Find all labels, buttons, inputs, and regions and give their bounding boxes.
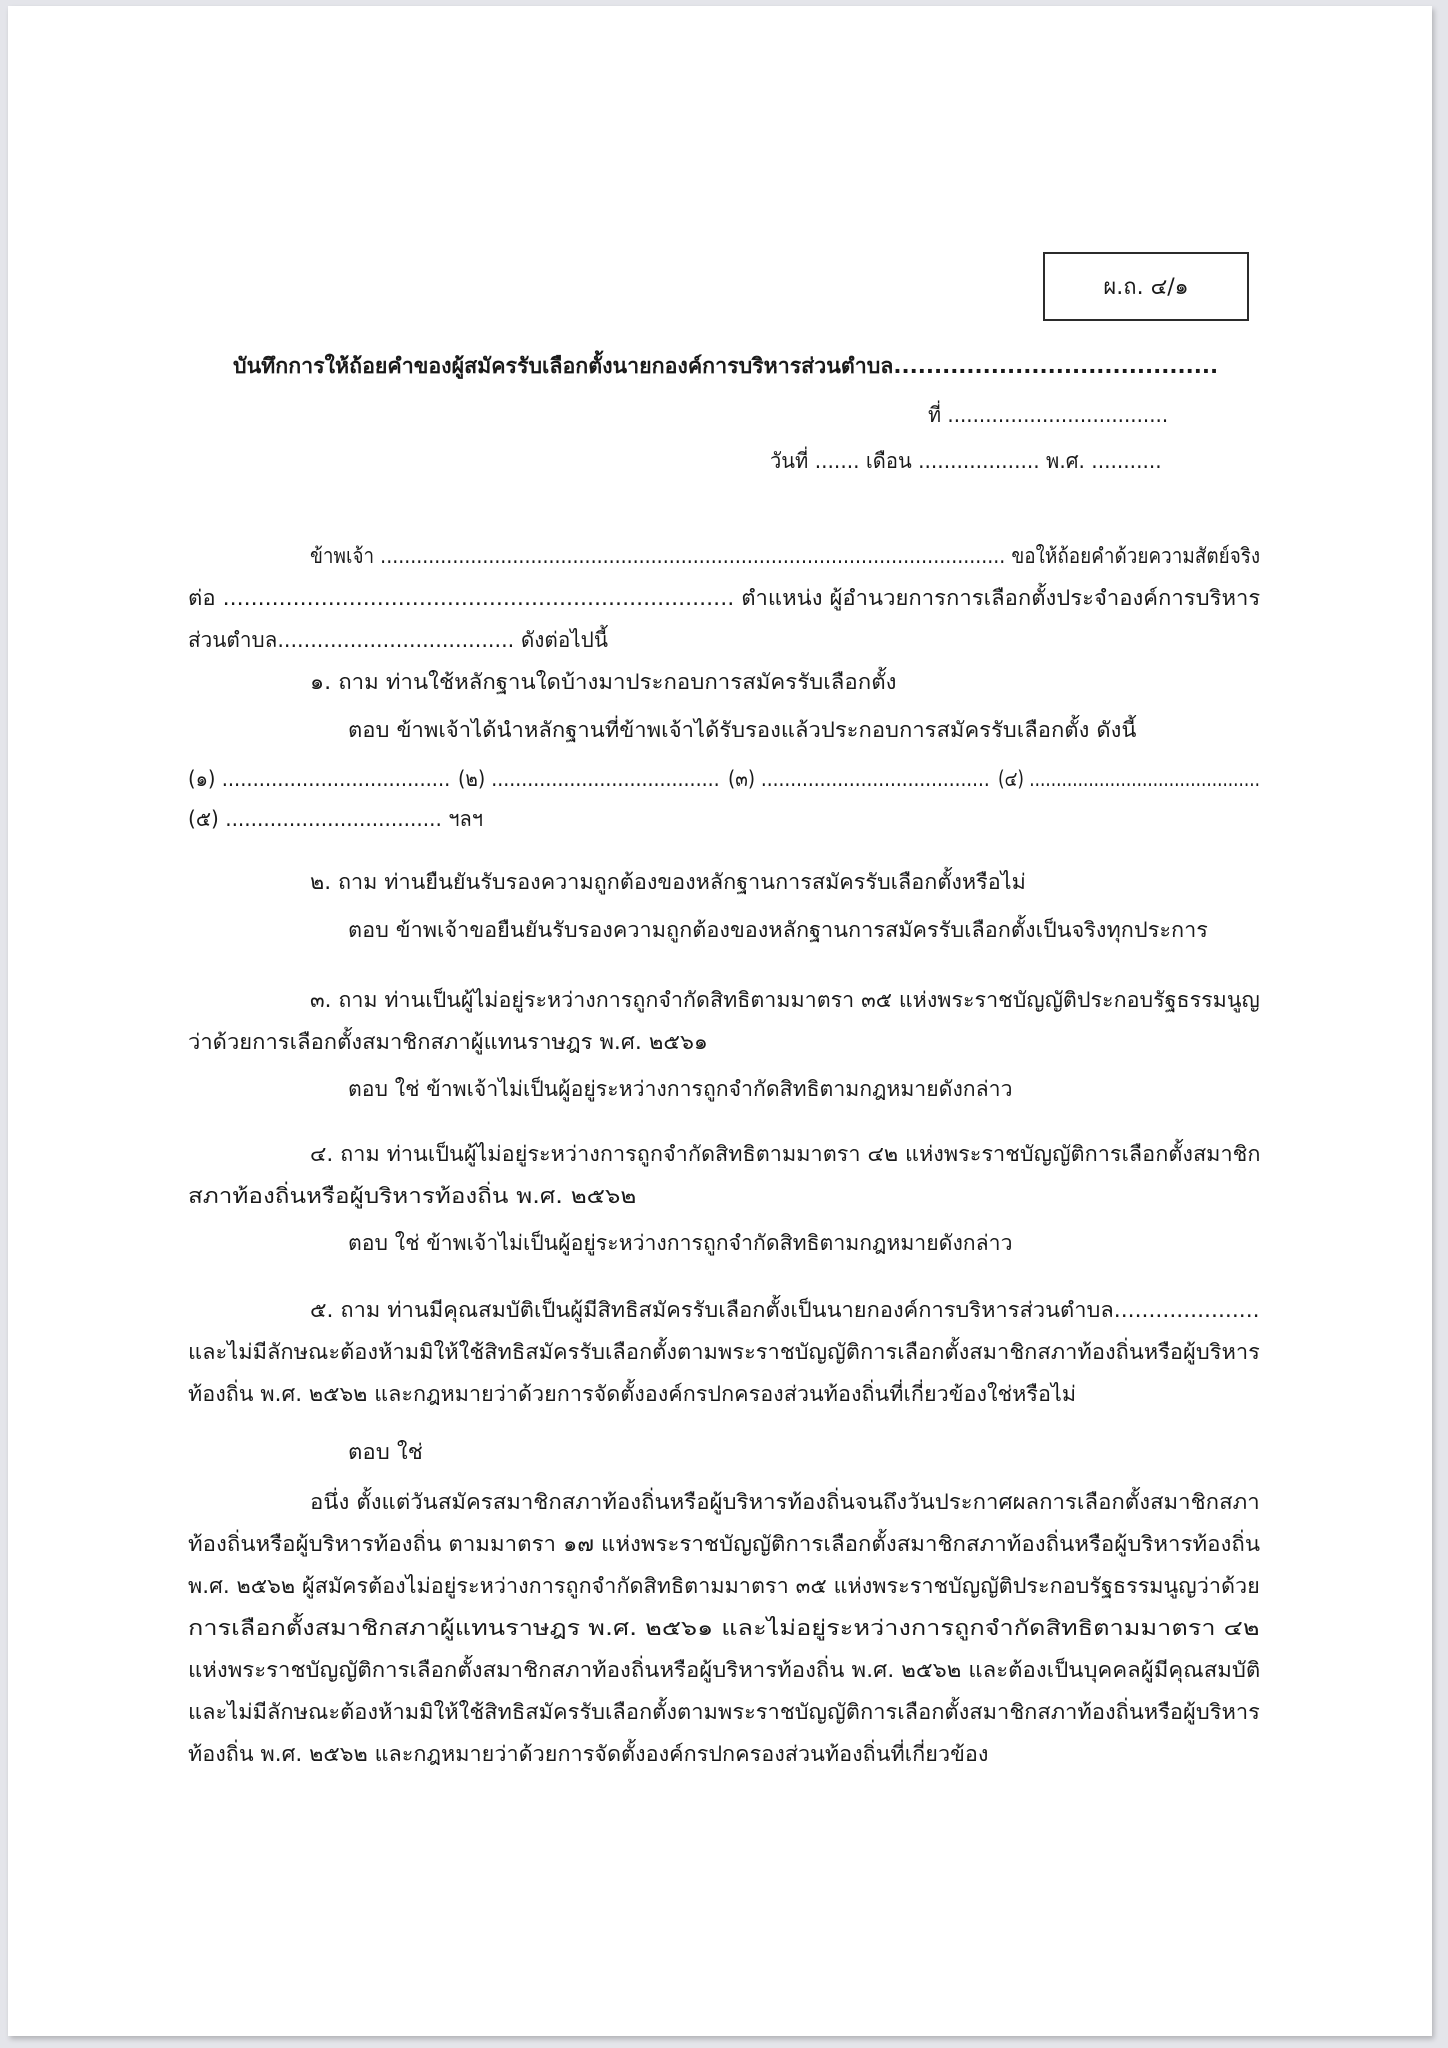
answer-3: ตอบ ใช่ ข้าพเจ้าไม่เป็นผู้อยู่ระหว่างการถูกจำกัดสิทธิตามกฎหมายดังกล่าว bbox=[348, 1077, 1013, 1101]
question-3-line-1: ๓. ถาม ท่านเป็นผู้ไม่อยู่ระหว่างการถูกจำกัดสิทธิตามมาตรา ๓๕ แห่งพระราชบัญญัติประกอบรัฐธรรมนูญ bbox=[310, 988, 1260, 1012]
document-title: บันทึกการให้ถ้อยคำของผู้สมัครรับเลือกตั้งนายกองค์การบริหารส่วนตำบล........................................ bbox=[233, 354, 1219, 378]
evidence-item-5: (๕) .................................. ฯลฯ bbox=[188, 807, 484, 831]
note-line-4: การเลือกตั้งสมาชิกสภาผู้แทนราษฎร พ.ศ. ๒๕๖๑ และไม่อยู่ระหว่างการถูกจำกัดสิทธิตามมาตรา ๔๒ bbox=[188, 1616, 1260, 1640]
note-line-1: อนึ่ง ตั้งแต่วันสมัครสมาชิกสภาท้องถิ่นหรือผู้บริหารท้องถิ่นจนถึงวันประกาศผลการเลือกตั้งสมาชิกสภา bbox=[310, 1490, 1260, 1514]
note-line-2: ท้องถิ่นหรือผู้บริหารท้องถิ่น ตามมาตรา ๑๗ แห่งพระราชบัญญัติการเลือกตั้งสมาชิกสภาท้องถิ่นหรือผู้บริหารท้องถิ่น bbox=[188, 1532, 1261, 1556]
question-4-line-2: สภาท้องถิ่นหรือผู้บริหารท้องถิ่น พ.ศ. ๒๕๖๒ bbox=[188, 1184, 637, 1208]
answer-4: ตอบ ใช่ ข้าพเจ้าไม่เป็นผู้อยู่ระหว่างการถูกจำกัดสิทธิตามกฎหมายดังกล่าว bbox=[348, 1231, 1013, 1255]
question-5-line-1: ๕. ถาม ท่านมีคุณสมบัติเป็นผู้มีสิทธิสมัครรับเลือกตั้งเป็นนายกองค์การบริหารส่วนตำบล..................... bbox=[310, 1298, 1260, 1322]
question-5-line-3: ท้องถิ่น พ.ศ. ๒๕๖๒ และกฎหมายว่าด้วยการจัดตั้งองค์กรปกครองส่วนท้องถิ่นที่เกี่ยวข้องใช่หรือไม่ bbox=[188, 1382, 1077, 1406]
evidence-item-2: (๒) ...................................... bbox=[458, 767, 720, 791]
intro-line-1: ข้าพเจ้า ........................................................................................................ ขอให้ถ้อยคำด้วยความสัตย์จริง bbox=[310, 544, 1261, 568]
answer-5: ตอบ ใช่ bbox=[348, 1440, 423, 1464]
question-5-line-2: และไม่มีลักษณะต้องห้ามมิให้ใช้สิทธิสมัครรับเลือกตั้งตามพระราชบัญญัติการเลือกตั้งสมาชิกสภาท้องถิ่นหรือผู้บริหาร bbox=[188, 1340, 1260, 1364]
intro-line-2: ต่อ ......................................................................... ตำแหน่ง ผู้อำนวยการการเลือกตั้งประจำองค์การบริหาร bbox=[188, 586, 1261, 610]
question-4-line-1: ๔. ถาม ท่านเป็นผู้ไม่อยู่ระหว่างการถูกจำกัดสิทธิตามมาตรา ๔๒ แห่งพระราชบัญญัติการเลือกตั้งสมาชิก bbox=[310, 1142, 1261, 1166]
date-line: วันที่ ....... เดือน ................... พ.ศ. ........... bbox=[770, 449, 1162, 473]
evidence-item-3: (๓) ....................................... bbox=[728, 767, 990, 791]
note-line-5: แห่งพระราชบัญญัติการเลือกตั้งสมาชิกสภาท้องถิ่นหรือผู้บริหารท้องถิ่น พ.ศ. ๒๕๖๒ และต้องเป็นบุคคลผู้มีคุณสมบัติ bbox=[188, 1658, 1261, 1682]
note-line-7: ท้องถิ่น พ.ศ. ๒๕๖๒ และกฎหมายว่าด้วยการจัดตั้งองค์กรปกครองส่วนท้องถิ่นที่เกี่ยวข้อง bbox=[188, 1742, 989, 1766]
answer-2: ตอบ ข้าพเจ้าขอยืนยันรับรองความถูกต้องของหลักฐานการสมัครรับเลือกตั้งเป็นจริงทุกประการ bbox=[348, 918, 1208, 942]
question-1: ๑. ถาม ท่านใช้หลักฐานใดบ้างมาประกอบการสมัครรับเลือกตั้ง bbox=[310, 670, 897, 694]
intro-line-3: ส่วนตำบล.................................... ดังต่อไปนี้ bbox=[188, 628, 608, 652]
note-line-3: พ.ศ. ๒๕๖๒ ผู้สมัครต้องไม่อยู่ระหว่างการถูกจำกัดสิทธิตามมาตรา ๓๕ แห่งพระราชบัญญัติประกอบรัฐธรรมนูญว่าด้วย bbox=[188, 1574, 1260, 1598]
form-code: ผ.ถ. ๔/๑ bbox=[1103, 275, 1189, 300]
form-code-box bbox=[1043, 252, 1249, 321]
question-3-line-2: ว่าด้วยการเลือกตั้งสมาชิกสภาผู้แทนราษฎร พ.ศ. ๒๕๖๑ bbox=[188, 1030, 708, 1054]
document-page bbox=[8, 6, 1432, 2036]
note-line-6: และไม่มีลักษณะต้องห้ามมิให้ใช้สิทธิสมัครรับเลือกตั้งตามพระราชบัญญัติการเลือกตั้งสมาชิกสภาท้องถิ่นหรือผู้บริหาร bbox=[188, 1700, 1260, 1724]
evidence-item-4: (๔) ........................................... bbox=[998, 767, 1260, 791]
reference-number-line: ที่ ................................... bbox=[928, 403, 1169, 427]
answer-1: ตอบ ข้าพเจ้าได้นำหลักฐานที่ข้าพเจ้าได้รับรองแล้วประกอบการสมัครรับเลือกตั้ง ดังนี้ bbox=[348, 718, 1137, 742]
evidence-item-1: (๑) ..................................... bbox=[188, 767, 451, 791]
question-2: ๒. ถาม ท่านยืนยันรับรองความถูกต้องของหลักฐานการสมัครรับเลือกตั้งหรือไม่ bbox=[310, 870, 1026, 894]
